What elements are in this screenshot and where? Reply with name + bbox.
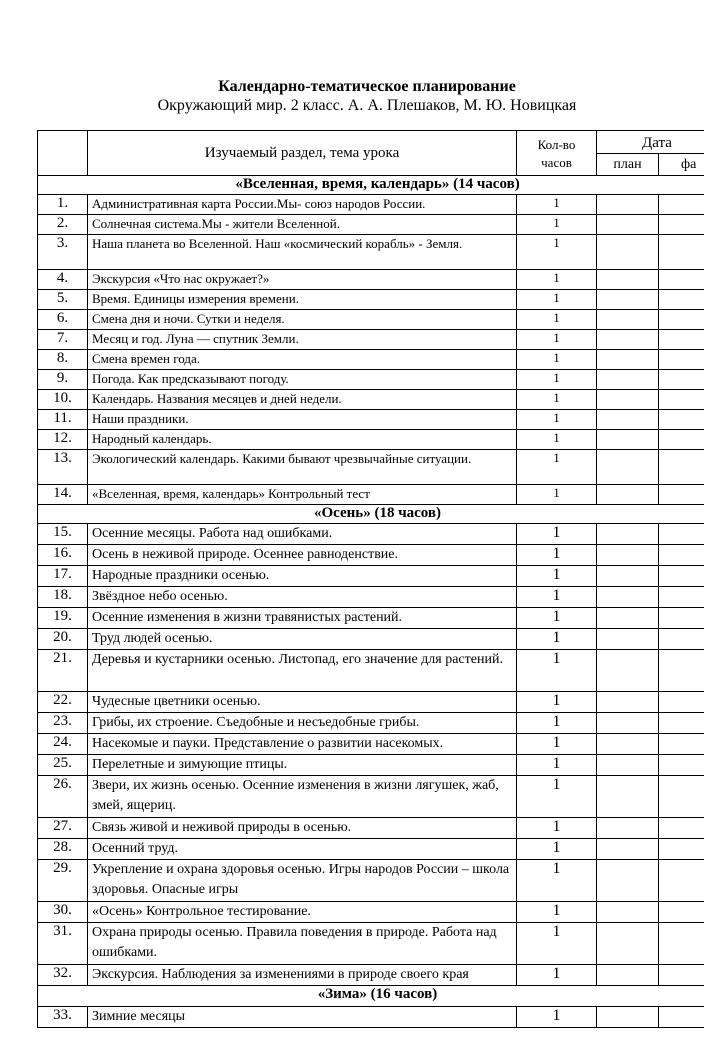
lesson-plan-date — [597, 350, 659, 370]
header-num-cell — [38, 131, 88, 176]
lesson-fact-date — [659, 430, 704, 450]
lesson-topic: «Осень» Контрольное тестирование. — [88, 902, 517, 923]
lesson-hours: 1 — [517, 1007, 597, 1028]
lesson-fact-date — [659, 839, 704, 860]
lesson-number: 31. — [38, 923, 88, 965]
lesson-hours: 1 — [517, 410, 597, 430]
lesson-plan-date — [597, 390, 659, 410]
lesson-fact-date — [659, 713, 704, 734]
lesson-topic: Деревья и кустарники осенью. Листопад, его значение для растений. — [88, 650, 517, 692]
lesson-fact-date — [659, 545, 704, 566]
lesson-number: 28. — [38, 839, 88, 860]
lesson-hours: 1 — [517, 587, 597, 608]
header-plan: план — [597, 154, 659, 176]
lesson-row — [38, 587, 704, 608]
lesson-topic: Осень в неживой природе. Осеннее равноденствие. — [88, 545, 517, 566]
section-row — [38, 176, 704, 195]
lesson-fact-date — [659, 290, 704, 310]
lesson-plan-date — [597, 485, 659, 505]
lesson-topic: Экскурсия «Что нас окружает?» — [88, 270, 517, 290]
lesson-topic: Народные праздники осенью. — [88, 566, 517, 587]
lesson-topic: Месяц и год. Луна — спутник Земли. — [88, 330, 517, 350]
lesson-plan-date — [597, 608, 659, 629]
lesson-number: 32. — [38, 965, 88, 986]
lesson-number: 18. — [38, 587, 88, 608]
lesson-number: 12. — [38, 430, 88, 450]
lesson-fact-date — [659, 755, 704, 776]
lesson-row — [38, 965, 704, 986]
lesson-number: 29. — [38, 860, 88, 902]
lesson-plan-date — [597, 734, 659, 755]
lesson-plan-date — [597, 430, 659, 450]
section-title: «Зима» (16 часов) — [38, 986, 704, 1007]
lesson-row — [38, 330, 704, 350]
lesson-hours: 1 — [517, 390, 597, 410]
lesson-row — [38, 566, 704, 587]
lesson-fact-date — [659, 965, 704, 986]
section-row — [38, 505, 704, 524]
lesson-fact-date — [659, 692, 704, 713]
lesson-topic: Звёздное небо осенью. — [88, 587, 517, 608]
lesson-hours: 1 — [517, 566, 597, 587]
lesson-row — [38, 923, 704, 965]
lesson-fact-date — [659, 270, 704, 290]
header-fact: фа — [659, 154, 704, 176]
lesson-row — [38, 430, 704, 450]
header-hours-line2: часов — [541, 155, 572, 170]
lesson-number: 19. — [38, 608, 88, 629]
lesson-number: 2. — [38, 215, 88, 235]
lesson-number: 8. — [38, 350, 88, 370]
title-block — [0, 78, 704, 116]
lesson-row — [38, 713, 704, 734]
lesson-plan-date — [597, 370, 659, 390]
lesson-plan-date — [597, 215, 659, 235]
lesson-plan-date — [597, 755, 659, 776]
lesson-fact-date — [659, 350, 704, 370]
lesson-hours: 1 — [517, 235, 597, 270]
lesson-topic: Народный календарь. — [88, 430, 517, 450]
lesson-number: 27. — [38, 818, 88, 839]
lesson-row — [38, 629, 704, 650]
lesson-fact-date — [659, 1007, 704, 1028]
lesson-number: 16. — [38, 545, 88, 566]
document-title: Календарно-тематическое планирование — [218, 78, 516, 95]
lesson-plan-date — [597, 860, 659, 902]
lesson-plan-date — [597, 902, 659, 923]
lesson-plan-date — [597, 330, 659, 350]
lesson-hours: 1 — [517, 215, 597, 235]
lesson-hours: 1 — [517, 755, 597, 776]
lesson-fact-date — [659, 818, 704, 839]
lesson-row — [38, 902, 704, 923]
lesson-number: 33. — [38, 1007, 88, 1028]
lesson-plan-date — [597, 195, 659, 215]
lesson-hours: 1 — [517, 923, 597, 965]
lesson-number: 22. — [38, 692, 88, 713]
lesson-plan-date — [597, 235, 659, 270]
lesson-fact-date — [659, 608, 704, 629]
lesson-topic: Административная карта России.Мы- союз народов России. — [88, 195, 517, 215]
lesson-plan-date — [597, 839, 659, 860]
lesson-hours: 1 — [517, 692, 597, 713]
lesson-topic: Чудесные цветники осенью. — [88, 692, 517, 713]
lesson-number: 10. — [38, 390, 88, 410]
lesson-number: 25. — [38, 755, 88, 776]
lesson-topic: Перелетные и зимующие птицы. — [88, 755, 517, 776]
lesson-fact-date — [659, 370, 704, 390]
lesson-plan-date — [597, 776, 659, 818]
lesson-number: 5. — [38, 290, 88, 310]
lesson-number: 3. — [38, 235, 88, 270]
lesson-row — [38, 650, 704, 692]
lesson-number: 14. — [38, 485, 88, 505]
lesson-row — [38, 350, 704, 370]
lesson-fact-date — [659, 902, 704, 923]
lesson-row — [38, 310, 704, 330]
lesson-fact-date — [659, 776, 704, 818]
lesson-number: 4. — [38, 270, 88, 290]
lesson-topic: Зимние месяцы — [88, 1007, 517, 1028]
section-title: «Осень» (18 часов) — [38, 505, 704, 524]
lesson-fact-date — [659, 587, 704, 608]
lesson-row — [38, 410, 704, 430]
lesson-topic: Труд людей осенью. — [88, 629, 517, 650]
lesson-topic: Насекомые и пауки. Представление о развитии насекомых. — [88, 734, 517, 755]
lesson-row — [38, 270, 704, 290]
lesson-topic: Смена дня и ночи. Сутки и неделя. — [88, 310, 517, 330]
lesson-topic: Осенние изменения в жизни травянистых растений. — [88, 608, 517, 629]
lesson-row — [38, 290, 704, 310]
lesson-plan-date — [597, 290, 659, 310]
lesson-hours: 1 — [517, 776, 597, 818]
lesson-fact-date — [659, 734, 704, 755]
lesson-plan-date — [597, 587, 659, 608]
lesson-number: 24. — [38, 734, 88, 755]
lesson-plan-table — [37, 130, 704, 1028]
lesson-plan-date — [597, 923, 659, 965]
lesson-fact-date — [659, 390, 704, 410]
lesson-hours: 1 — [517, 430, 597, 450]
lesson-hours: 1 — [517, 330, 597, 350]
lesson-row — [38, 839, 704, 860]
lesson-topic: Звери, их жизнь осенью. Осенние изменения в жизни лягушек, жаб, змей, ящериц. — [88, 776, 517, 818]
lesson-topic: Смена времен года. — [88, 350, 517, 370]
lesson-hours: 1 — [517, 734, 597, 755]
lesson-hours: 1 — [517, 270, 597, 290]
lesson-number: 1. — [38, 195, 88, 215]
lesson-hours: 1 — [517, 818, 597, 839]
lesson-number: 15. — [38, 524, 88, 545]
lesson-plan-date — [597, 524, 659, 545]
lesson-fact-date — [659, 215, 704, 235]
lesson-topic: Экскурсия. Наблюдения за изменениями в природе своего края — [88, 965, 517, 986]
lesson-row — [38, 860, 704, 902]
lesson-hours: 1 — [517, 370, 597, 390]
lesson-number: 30. — [38, 902, 88, 923]
lesson-topic: Связь живой и неживой природы в осенью. — [88, 818, 517, 839]
lesson-hours: 1 — [517, 608, 597, 629]
lesson-hours: 1 — [517, 545, 597, 566]
lesson-plan-date — [597, 713, 659, 734]
lesson-row — [38, 195, 704, 215]
lesson-fact-date — [659, 524, 704, 545]
lesson-number: 6. — [38, 310, 88, 330]
lesson-hours: 1 — [517, 629, 597, 650]
lesson-row — [38, 608, 704, 629]
lesson-number: 21. — [38, 650, 88, 692]
lesson-topic: «Вселенная, время, календарь» Контрольный тест — [88, 485, 517, 505]
lesson-plan-date — [597, 310, 659, 330]
lesson-fact-date — [659, 195, 704, 215]
lesson-hours: 1 — [517, 713, 597, 734]
lesson-row — [38, 818, 704, 839]
header-topic: Изучаемый раздел, тема урока — [88, 131, 517, 176]
section-row — [38, 986, 704, 1007]
lesson-hours: 1 — [517, 902, 597, 923]
lesson-row — [38, 776, 704, 818]
document-subtitle: Окружающий мир. 2 класс. А. А. Плешаков, М. Ю. Новицкая — [157, 97, 577, 114]
lesson-plan-date — [597, 545, 659, 566]
lesson-plan-date — [597, 410, 659, 430]
lesson-fact-date — [659, 450, 704, 485]
lesson-row — [38, 370, 704, 390]
lesson-number: 20. — [38, 629, 88, 650]
lesson-row — [38, 545, 704, 566]
lesson-plan-date — [597, 965, 659, 986]
header-date: Дата — [597, 131, 704, 154]
lesson-row — [38, 390, 704, 410]
lesson-hours: 1 — [517, 195, 597, 215]
lesson-hours: 1 — [517, 485, 597, 505]
lesson-hours: 1 — [517, 860, 597, 902]
lesson-topic: Охрана природы осенью. Правила поведения в природе. Работа над ошибками. — [88, 923, 517, 965]
lesson-number: 9. — [38, 370, 88, 390]
lesson-plan-date — [597, 692, 659, 713]
lesson-hours: 1 — [517, 839, 597, 860]
lesson-number: 13. — [38, 450, 88, 485]
lesson-plan-date — [597, 818, 659, 839]
lesson-topic: Осенний труд. — [88, 839, 517, 860]
lesson-topic: Наша планета во Вселенной. Наш «космический корабль» - Земля. — [88, 235, 517, 270]
lesson-fact-date — [659, 650, 704, 692]
lesson-topic: Наши праздники. — [88, 410, 517, 430]
lesson-hours: 1 — [517, 965, 597, 986]
lesson-number: 17. — [38, 566, 88, 587]
lesson-row — [38, 692, 704, 713]
lesson-plan-date — [597, 650, 659, 692]
lesson-row — [38, 524, 704, 545]
lesson-row — [38, 1007, 704, 1028]
lesson-topic: Календарь. Названия месяцев и дней недели. — [88, 390, 517, 410]
lesson-hours: 1 — [517, 524, 597, 545]
header-hours — [517, 131, 597, 176]
lesson-number: 23. — [38, 713, 88, 734]
lesson-fact-date — [659, 485, 704, 505]
lesson-hours: 1 — [517, 450, 597, 485]
lesson-topic: Погода. Как предсказывают погоду. — [88, 370, 517, 390]
lesson-number: 11. — [38, 410, 88, 430]
lesson-row — [38, 235, 704, 270]
lesson-number: 7. — [38, 330, 88, 350]
lesson-fact-date — [659, 566, 704, 587]
lesson-fact-date — [659, 235, 704, 270]
lesson-topic: Осенние месяцы. Работа над ошибками. — [88, 524, 517, 545]
lesson-plan-date — [597, 566, 659, 587]
header-row — [38, 131, 704, 154]
lesson-topic: Укрепление и охрана здоровья осенью. Игры народов России – школа здоровья. Опасные игры — [88, 860, 517, 902]
lesson-topic: Грибы, их строение. Съедобные и несъедобные грибы. — [88, 713, 517, 734]
lesson-row — [38, 755, 704, 776]
lesson-row — [38, 734, 704, 755]
lesson-plan-date — [597, 450, 659, 485]
section-title: «Вселенная, время, календарь» (14 часов) — [38, 176, 704, 195]
lesson-plan-date — [597, 1007, 659, 1028]
lesson-hours: 1 — [517, 350, 597, 370]
lesson-topic: Экологический календарь. Какими бывают чрезвычайные ситуации. — [88, 450, 517, 485]
header-hours-line1: Кол-во — [537, 137, 576, 152]
lesson-hours: 1 — [517, 650, 597, 692]
lesson-fact-date — [659, 310, 704, 330]
lesson-topic: Солнечная система.Мы - жители Вселенной. — [88, 215, 517, 235]
lesson-row — [38, 485, 704, 505]
lesson-fact-date — [659, 860, 704, 902]
lesson-fact-date — [659, 410, 704, 430]
lesson-row — [38, 215, 704, 235]
lesson-topic: Время. Единицы измерения времени. — [88, 290, 517, 310]
lesson-plan-date — [597, 629, 659, 650]
lesson-hours: 1 — [517, 310, 597, 330]
lesson-number: 26. — [38, 776, 88, 818]
lesson-fact-date — [659, 629, 704, 650]
lesson-fact-date — [659, 330, 704, 350]
lesson-row — [38, 450, 704, 485]
lesson-plan-date — [597, 270, 659, 290]
lesson-hours: 1 — [517, 290, 597, 310]
lesson-fact-date — [659, 923, 704, 965]
